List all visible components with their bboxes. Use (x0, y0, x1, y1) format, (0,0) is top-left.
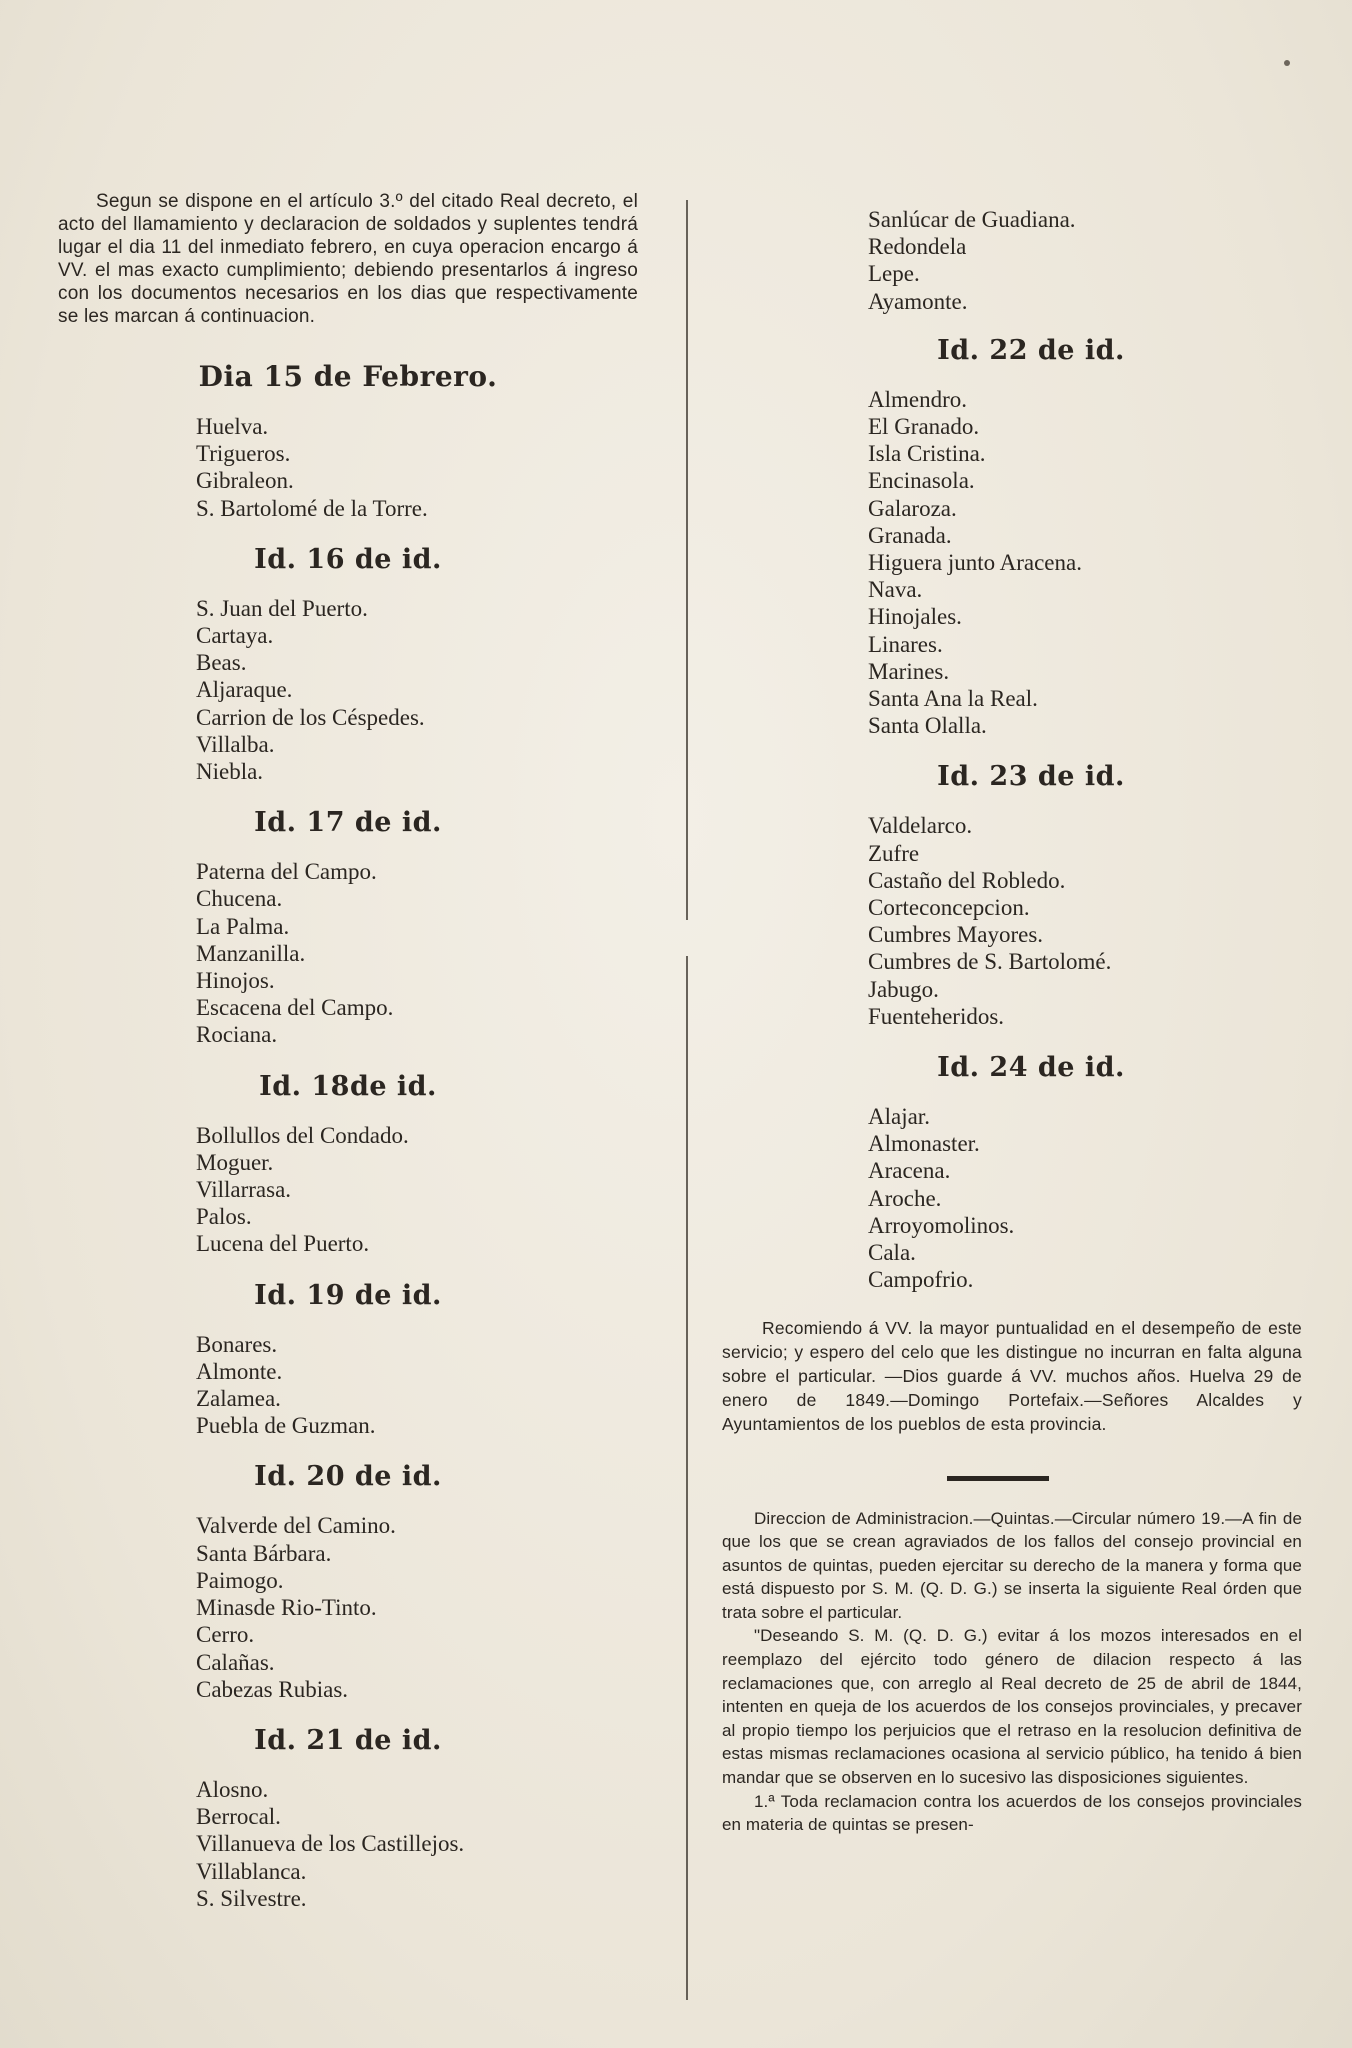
town-name: Lepe. (868, 261, 920, 287)
town-name: Higuera junto Aracena. (868, 550, 1082, 576)
day-heading: Id. 20 de id. (254, 1461, 442, 1493)
day-heading: Dia 15 de Febrero. (198, 360, 498, 393)
town-name: Villarrasa. (196, 1177, 292, 1203)
town-name: Ayamonte. (868, 288, 968, 314)
town-name: Bonares. (196, 1331, 278, 1357)
town-name: Nava. (868, 577, 923, 603)
town-list-continued (722, 206, 1302, 315)
town-name: Castaño del Robledo. (868, 867, 1066, 893)
town-name: Almonte. (196, 1358, 283, 1384)
town-name: Aroche. (868, 1185, 942, 1211)
town-name: Redondela (868, 234, 967, 260)
town-name: Villalba. (196, 731, 275, 757)
town-list (58, 1512, 638, 1702)
town-name: Isla Cristina. (868, 441, 986, 467)
day-heading: Id. 16 de id. (254, 543, 442, 575)
town-name: Hinojales. (868, 604, 962, 630)
town-name: Manzanilla. (196, 940, 306, 966)
town-name: Bollullos del Condado. (196, 1122, 409, 1148)
town-list (722, 1103, 1302, 1293)
day-heading: Id. 24 de id. (937, 1052, 1125, 1084)
town-name: Paterna del Campo. (196, 859, 377, 885)
town-name: Calañas. (196, 1649, 275, 1675)
town-name: Carrion de los Céspedes. (196, 704, 425, 730)
town-name: Valverde del Camino. (196, 1513, 396, 1539)
town-name: Jabugo. (868, 976, 939, 1002)
town-name: Chucena. (196, 886, 283, 912)
town-name: Palos. (196, 1204, 252, 1230)
town-name: Rociana. (196, 1022, 278, 1048)
town-list (58, 1331, 638, 1440)
town-name: Cala. (868, 1240, 916, 1266)
circular-item-1: 1.ª Toda reclamacion contra los acuerdos de los consejos provinciales en materia de quintas se presen- (722, 1791, 1302, 1835)
town-name: El Granado. (868, 414, 980, 440)
town-name: Encinasola. (868, 468, 975, 494)
town-name: Cartaya. (196, 623, 274, 649)
town-name: Berrocal. (196, 1804, 281, 1830)
town-name: Aljaraque. (196, 677, 293, 703)
town-name: Puebla de Guzman. (196, 1413, 376, 1439)
town-name: Beas. (196, 650, 247, 676)
town-name: Huelva. (196, 414, 269, 439)
town-name: Corteconcepcion. (868, 895, 1030, 921)
town-name: Villanueva de los Castillejos. (196, 1831, 465, 1857)
closing-paragraph: Recomiendo á VV. la mayor puntualidad en el desempeño de este servicio; y espero del celo que les distingue no incurran en falta alguna sobre el particular. —Dios guarde á VV. muchos años. Huelva 29 de enero de 1849.—Domingo Portefaix.—Señores Alcaldes y Ayuntamientos de los pueblos de esta provincia. (722, 1317, 1302, 1434)
town-name: Fuenteheridos. (868, 1003, 1005, 1029)
day-heading: Id. 21 de id. (254, 1724, 442, 1756)
town-name: Cumbres Mayores. (868, 922, 1044, 948)
town-name: Arroyomolinos. (868, 1212, 1015, 1238)
left-column (58, 190, 638, 1912)
town-name: Niebla. (196, 759, 264, 785)
town-name: S. Bartolomé de la Torre. (196, 495, 428, 521)
town-name: Marines. (868, 658, 950, 684)
town-list (58, 858, 638, 1048)
town-name: Sanlúcar de Guadiana. (868, 207, 1076, 232)
town-name: Cerro. (196, 1622, 255, 1648)
town-name: Minasde Rio-Tinto. (196, 1595, 377, 1621)
town-name: Galaroza. (868, 495, 957, 521)
column-divider (686, 200, 688, 2000)
town-name: Zalamea. (196, 1386, 281, 1412)
town-name: Santa Olalla. (868, 713, 987, 739)
town-name: Almonaster. (868, 1131, 980, 1157)
schedule-right (722, 315, 1302, 1294)
town-name: Moguer. (196, 1149, 274, 1175)
town-name: Campofrio. (868, 1267, 974, 1293)
town-list (722, 812, 1302, 1030)
town-name: Escacena del Campo. (196, 995, 394, 1021)
section-rule (947, 1476, 1049, 1481)
schedule-left (58, 328, 638, 1912)
town-name: La Palma. (196, 913, 290, 939)
town-name: Hinojos. (196, 968, 275, 994)
town-name: Valdelarco. (868, 813, 973, 839)
town-name: Lucena del Puerto. (196, 1231, 370, 1257)
town-name: Alosno. (196, 1776, 269, 1802)
town-name: Cumbres de S. Bartolomé. (868, 949, 1112, 975)
town-name: Granada. (868, 522, 952, 548)
town-name: Alajar. (868, 1104, 930, 1130)
town-name: Villablanca. (196, 1858, 307, 1884)
day-heading: Id. 19 de id. (254, 1279, 442, 1311)
town-list (58, 595, 638, 785)
town-name: Aracena. (868, 1158, 951, 1184)
day-heading: Id. 17 de id. (254, 807, 442, 839)
town-name: S. Juan del Puerto. (196, 595, 368, 621)
town-list (58, 1776, 638, 1912)
town-name: Santa Bárbara. (196, 1540, 332, 1566)
town-list (58, 413, 638, 522)
circular-quote: "Deseando S. M. (Q. D. G.) evitar á los mozos interesados en el reemplazo del ejército todo género de dilacion respecto á las reclamaciones que, con arreglo al Real decreto de 25 de abril de 1844, intenten en queja de los acuerdos de los consejos provinciales, y precaver al propio tiempo los perjuicios que el retraso en la resolucion definitiva de estas mismas reclamaciones ocasiona al servicio público, ha tenido á bien mandar que se observen en lo sucesivo las disposiciones siguientes. (722, 1626, 1302, 1788)
town-name: Paimogo. (196, 1567, 284, 1593)
town-list (58, 1122, 638, 1258)
right-column (722, 206, 1302, 1837)
town-name: Trigueros. (196, 441, 291, 467)
day-heading: Id. 23 de id. (937, 761, 1125, 793)
town-name: Linares. (868, 631, 943, 657)
town-name: Santa Ana la Real. (868, 686, 1038, 712)
intro-paragraph: Segun se dispone en el artículo 3.º del citado Real decreto, el acto del llamamiento y declaracion de soldados y suplentes tendrá lugar el dia 11 del inmediato febrero, en cuya operacion encargo á VV. el mas exacto cumplimiento; debiendo presentarlos á ingreso con los documentos necesarios en los dias que respectivamente se les marcan á continuacion. (58, 191, 638, 327)
town-name: Zufre (868, 840, 920, 866)
ink-speck (1284, 60, 1290, 66)
town-list (722, 386, 1302, 740)
day-heading: Id. 18de id. (259, 1070, 437, 1102)
town-name: Almendro. (868, 386, 968, 412)
day-heading: Id. 22 de id. (937, 334, 1125, 366)
town-name: Gibraleon. (196, 468, 294, 494)
town-name: S. Silvestre. (196, 1885, 307, 1911)
circular-intro: Direccion de Administracion.—Quintas.—Circular número 19.—A fin de que los que se crean agraviados de los fallos del consejo provincial en asuntos de quintas, pueden ejercitar su derecho de la manera y forma que está dispuesto por S. M. (Q. D. G.) se inserta la siguiente Real órden que trata sobre el particular. (722, 1508, 1302, 1622)
town-name: Cabezas Rubias. (196, 1676, 349, 1702)
